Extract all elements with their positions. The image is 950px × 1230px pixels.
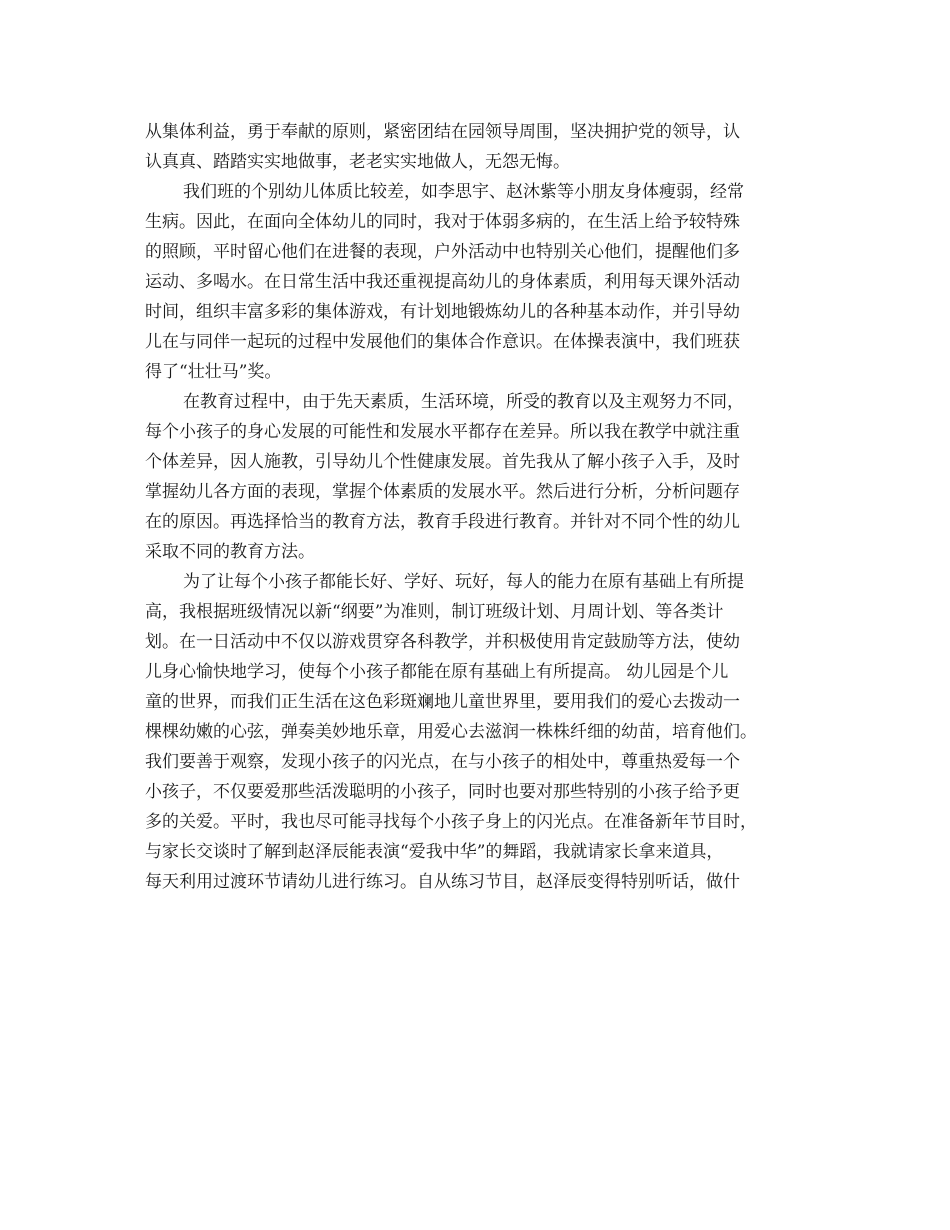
text-line: 我们班的个别幼儿体质比较差，如李思宇、赵沐紫等小朋友身体瘦弱，经常 (183, 182, 744, 202)
text-line: 运动、多喝水。在日常生活中我还重视提高幼儿的身体素质，利用每天课外活动 (145, 272, 740, 292)
text-line: 采取不同的教育方法。 (145, 542, 315, 562)
text-line: 小孩子，不仅要爱那些活泼聪明的小孩子，同时也要对那些特别的小孩子给予更 (145, 782, 740, 802)
text-line: 时间，组织丰富多彩的集体游戏，有计划地锻炼幼儿的各种基本动作，并引导幼 (145, 302, 740, 322)
text-line: 儿身心愉快地学习，使每个小孩子都能在原有基础上有所提高。 幼儿园是个儿 (145, 662, 729, 682)
text-line: 在教育过程中，由于先天素质，生活环境，所受的教育以及主观努力不同， (183, 392, 744, 412)
text-line: 棵棵幼嫩的心弦，弹奏美妙地乐章，用爱心去滋润一株株纤细的幼苗，培育他们。 (145, 722, 757, 742)
text-line: 为了让每个小孩子都能长好、学好、玩好，每人的能力在原有基础上有所提 (183, 572, 744, 592)
text-line: 划。在一日活动中不仅以游戏贯穿各科教学，并积极使用肯定鼓励等方法，使幼 (145, 632, 740, 652)
text-line: 高，我根据班级情况以新“纲要”为准则，制订班级计划、月周计划、等各类计 (145, 602, 724, 622)
text-line: 在的原因。再选择恰当的教育方法，教育手段进行教育。并针对不同个性的幼儿 (145, 512, 740, 532)
text-line: 儿在与同伴一起玩的过程中发展他们的集体合作意识。在体操表演中，我们班获 (145, 332, 740, 352)
text-line: 童的世界，而我们正生活在这色彩斑斓地儿童世界里，要用我们的爱心去拨动一 (145, 692, 740, 712)
text-line: 我们要善于观察，发现小孩子的闪光点，在与小孩子的相处中，尊重热爱每一个 (145, 752, 740, 772)
text-line: 生病。因此，在面向全体幼儿的同时，我对于体弱多病的，在生活上给予较特殊 (145, 212, 740, 232)
text-line: 每天利用过渡环节请幼儿进行练习。自从练习节目，赵泽辰变得特别听话，做什 (145, 872, 740, 892)
text-line: 每个小孩子的身心发展的可能性和发展水平都存在差异。所以我在教学中就注重 (145, 422, 740, 442)
text-line: 多的关爱。平时，我也尽可能寻找每个小孩子身上的闪光点。在准备新年节目时， (145, 812, 757, 832)
text-line: 的照顾，平时留心他们在进餐的表现，户外活动中也特别关心他们，提醒他们多 (145, 242, 740, 262)
text-line: 得了“壮壮马”奖。 (145, 362, 282, 382)
text-line: 掌握幼儿各方面的表现，掌握个体素质的发展水平。然后进行分析，分析问题存 (145, 482, 740, 502)
text-line: 个体差异，因人施教，引导幼儿个性健康发展。首先我从了解小孩子入手，及时 (145, 452, 740, 472)
document-body (145, 117, 810, 897)
text-line: 认真真、踏踏实实地做事，老老实实地做人，无怨无悔。 (145, 152, 570, 172)
text-line: 从集体利益，勇于奉献的原则，紧密团结在园领导周围，坚决拥护党的领导，认 (145, 122, 740, 142)
text-line: 与家长交谈时了解到赵泽辰能表演“爱我中华”的舞蹈，我就请家长拿来道具， (145, 842, 724, 862)
